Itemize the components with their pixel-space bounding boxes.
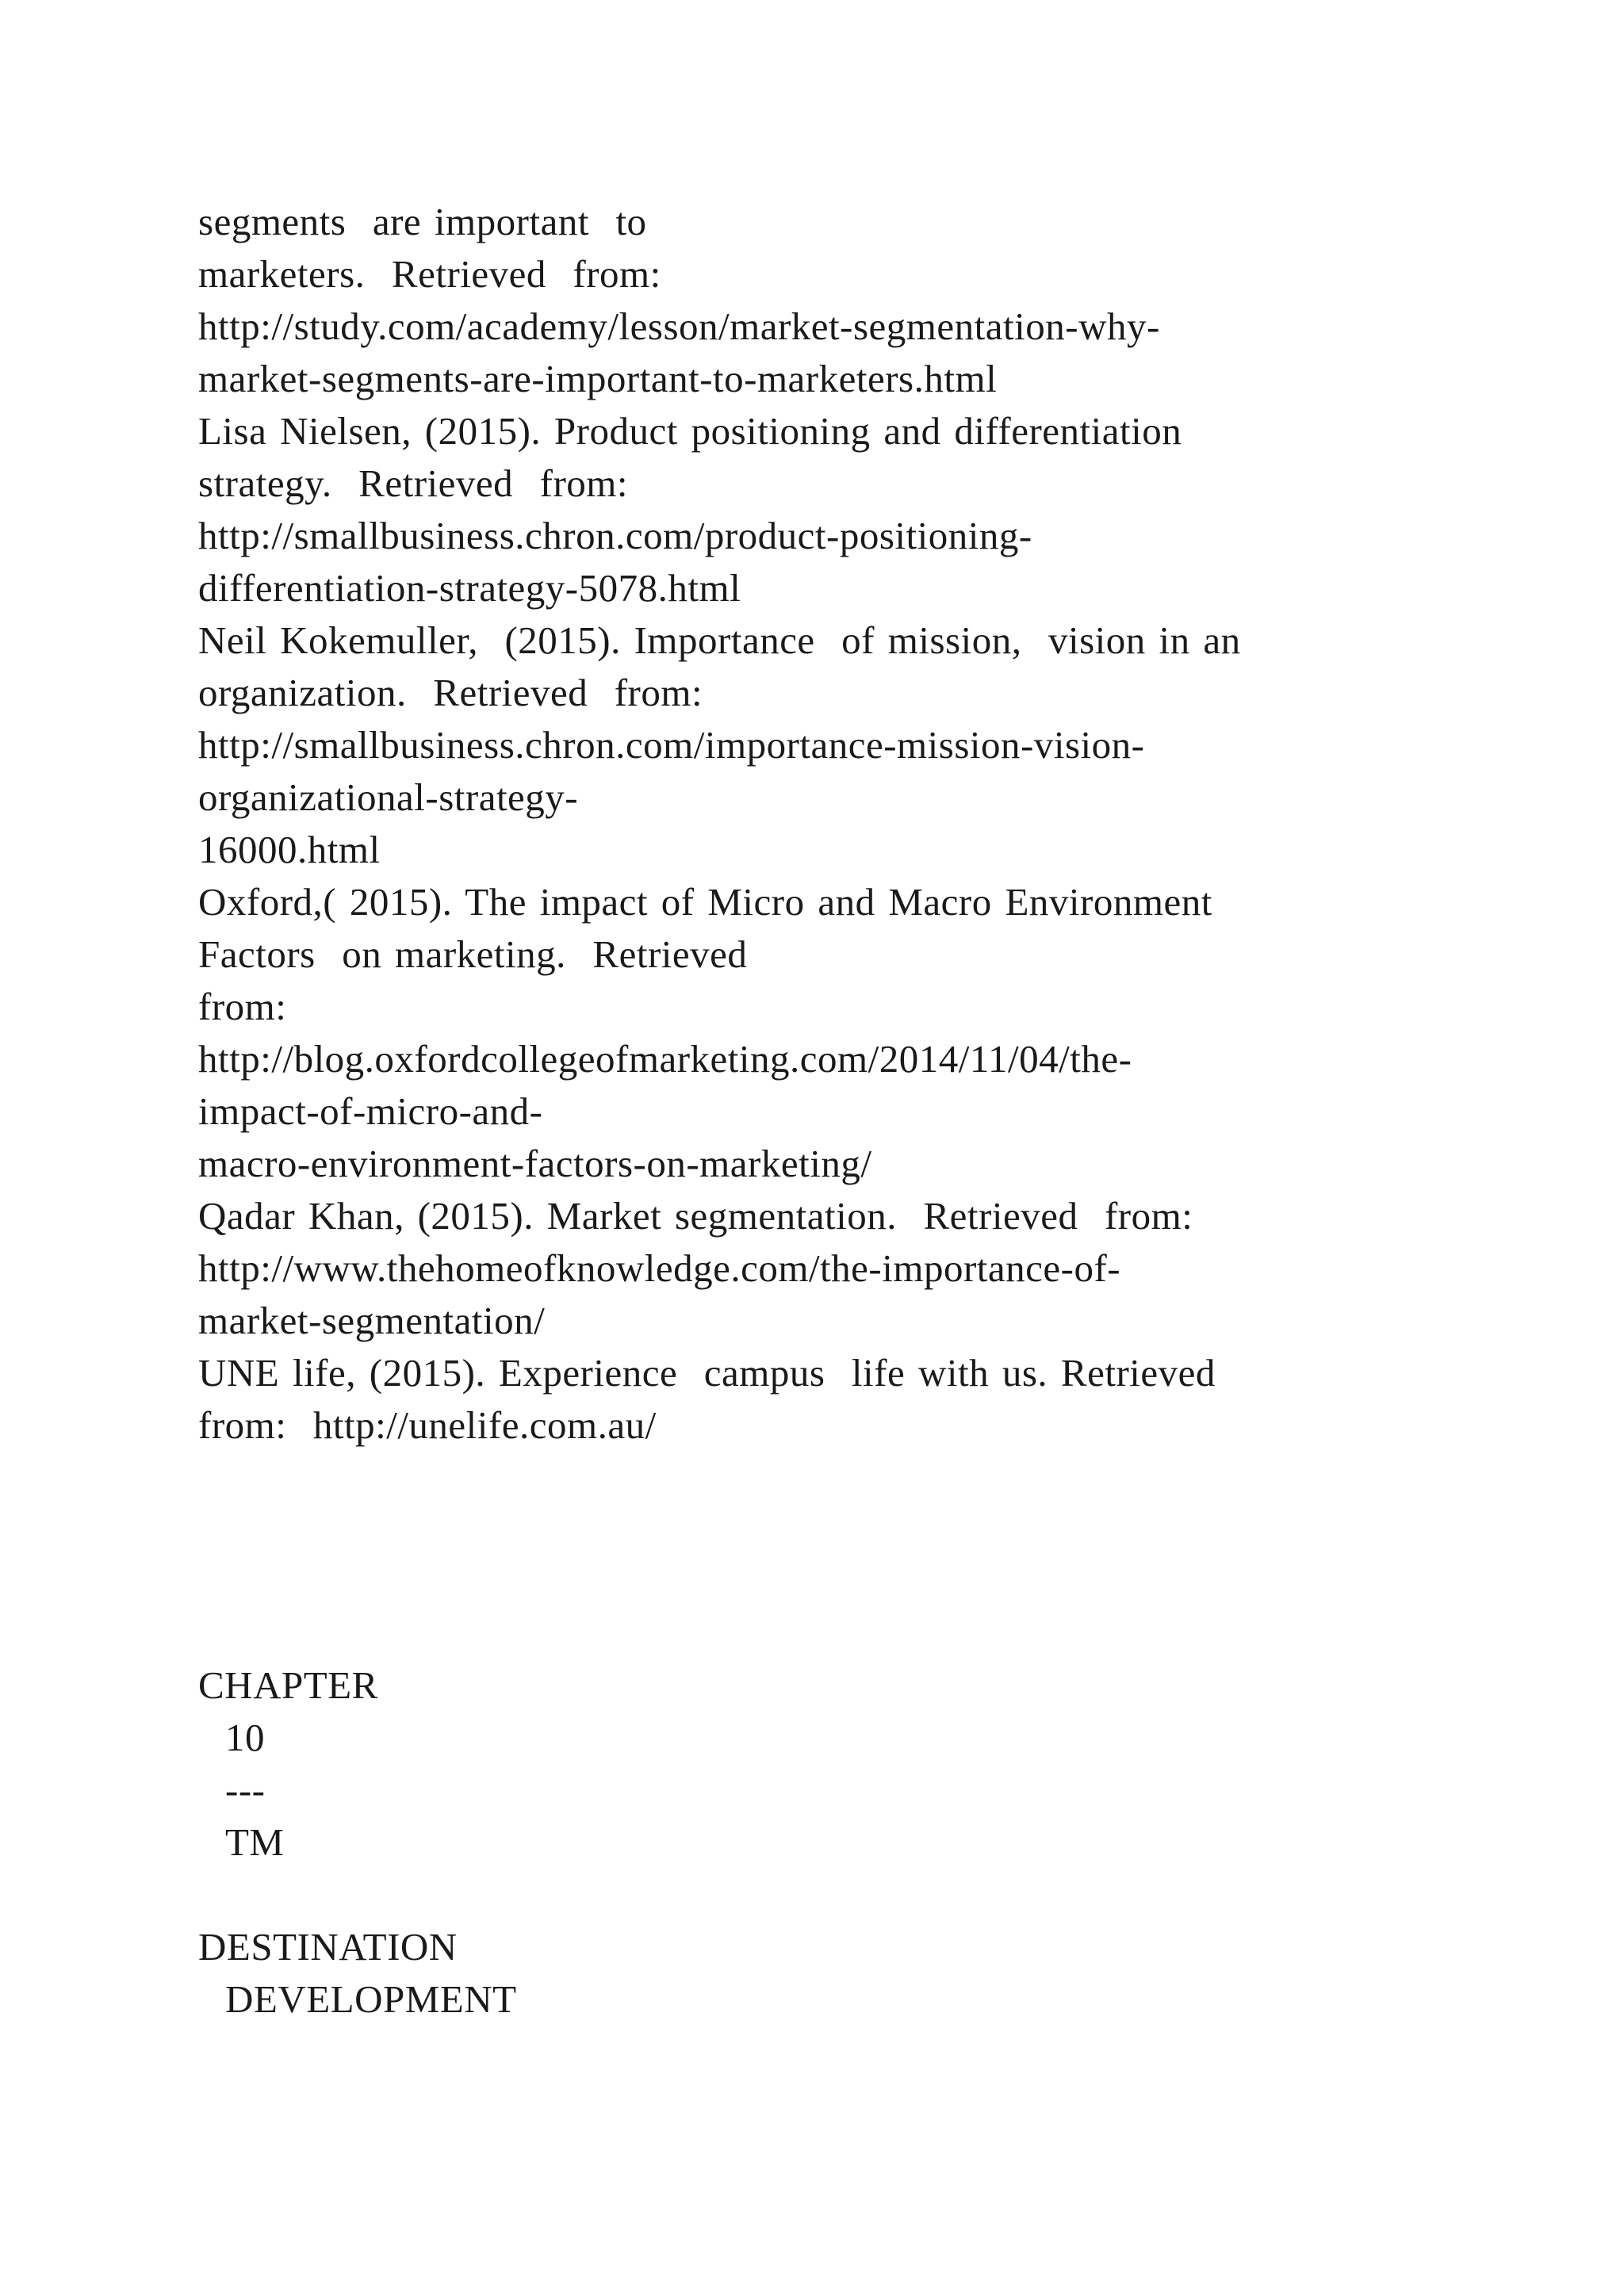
- reference-line: organization. Retrieved from:: [198, 671, 703, 714]
- reference-line: segments are important to: [198, 200, 647, 243]
- chapter-label: CHAPTER: [198, 1663, 378, 1707]
- reference-line: http://www.thehomeofknowledge.com/the-importance-of-: [198, 1246, 1121, 1290]
- reference-line: marketers. Retrieved from:: [198, 252, 661, 296]
- reference-line: Oxford,( 2015). The impact of Micro and Macro Environment: [198, 880, 1212, 924]
- reference-line: organizational-strategy-: [198, 775, 579, 819]
- reference-line: http://blog.oxfordcollegeofmarketing.com/2014/11/04/the-: [198, 1037, 1132, 1081]
- reference-line: strategy. Retrieved from:: [198, 461, 629, 505]
- reference-line: Factors on marketing. Retrieved: [198, 932, 748, 976]
- reference-line: http://smallbusiness.chron.com/importance-mission-vision-: [198, 723, 1145, 767]
- reference-line: from:: [198, 985, 287, 1028]
- reference-line: market-segments-are-important-to-marketers.html: [198, 357, 998, 400]
- chapter-mark: TM: [225, 1820, 285, 1864]
- reference-line: differentiation-strategy-5078.html: [198, 566, 741, 610]
- reference-line: from: http://unelife.com.au/: [198, 1403, 657, 1447]
- chapter-separator: ---: [225, 1768, 266, 1812]
- reference-line: Neil Kokemuller, (2015). Importance of mission, vision in an: [198, 618, 1241, 662]
- reference-line: impact-of-micro-and-: [198, 1089, 543, 1133]
- reference-line: macro-environment-factors-on-marketing/: [198, 1142, 872, 1185]
- reference-line: 16000.html: [198, 828, 381, 871]
- reference-line: http://smallbusiness.chron.com/product-positioning-: [198, 514, 1032, 557]
- chapter-number: 10: [225, 1716, 265, 1759]
- reference-line: market-segmentation/: [198, 1299, 546, 1342]
- chapter-title-line1: DESTINATION: [198, 1925, 458, 1969]
- reference-line: UNE life, (2015). Experience campus life with us. Retrieved: [198, 1351, 1216, 1395]
- reference-line: http://study.com/academy/lesson/market-segmentation-why-: [198, 304, 1160, 348]
- reference-line: Qadar Khan, (2015). Market segmentation. Retrieved from:: [198, 1194, 1193, 1238]
- chapter-title-line2: DEVELOPMENT: [225, 1977, 517, 2021]
- reference-line: Lisa Nielsen, (2015). Product positioning and differentiation: [198, 409, 1182, 453]
